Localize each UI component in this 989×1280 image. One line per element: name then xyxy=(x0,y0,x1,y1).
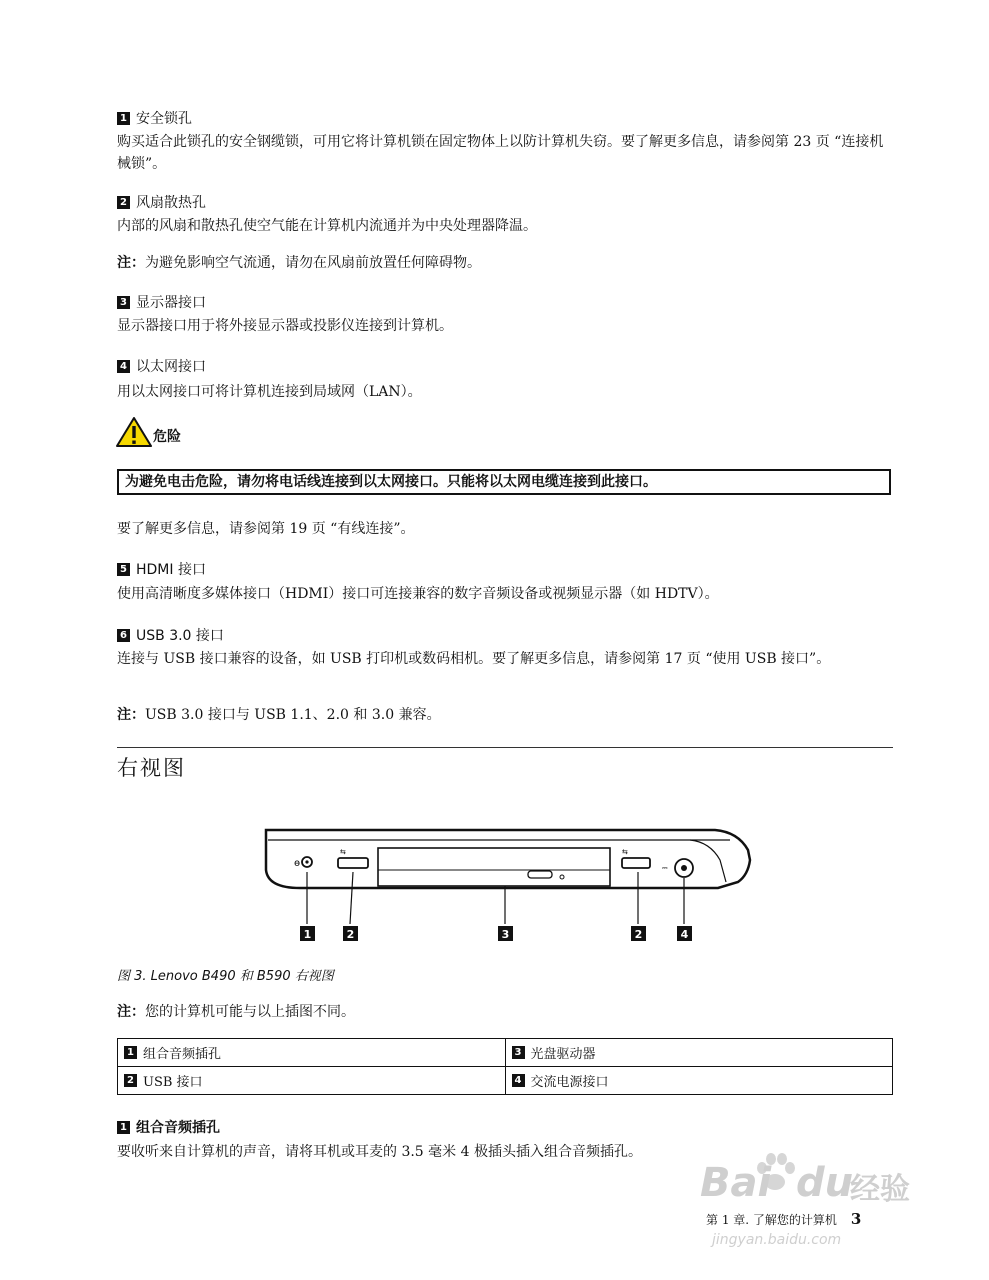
section-title: 风扇散热孔 xyxy=(136,195,206,211)
danger-box: 为避免电击危险，请勿将电话线连接到以太网接口。只能将以太网电缆连接到此接口。 xyxy=(117,469,891,495)
callout-number: 3 xyxy=(501,928,510,941)
section-3-heading xyxy=(117,292,206,312)
watermark-brand-2: du xyxy=(796,1160,854,1206)
section-2-note xyxy=(117,252,893,274)
cell-text: USB 接口 xyxy=(143,1075,203,1090)
callout-badge: 1 xyxy=(124,1046,137,1059)
section-6-body: 连接与 USB 接口兼容的设备，如 USB 打印机或数码相机。要了解更多信息，请参阅第 17 页 “使用 USB 接口”。 xyxy=(117,651,831,667)
right-view-title: 右视图 xyxy=(117,756,186,780)
watermark-url: jingyan.baidu.com xyxy=(712,1232,842,1248)
table-row xyxy=(118,1039,893,1067)
danger-label: 危险 xyxy=(153,429,181,445)
section-title: HDMI 接口 xyxy=(136,562,206,578)
section-1-body: 购买适合此锁孔的安全钢缆锁，可用它将计算机锁在固定物体上以防计算机失窃。要了解更多信息，请参阅第 23 页 “连接机械锁”。 xyxy=(117,134,884,172)
watermark-product: 经验 xyxy=(850,1172,910,1207)
cell-text: 光盘驱动器 xyxy=(530,1047,596,1062)
ports-table xyxy=(117,1038,893,1095)
note-label: 注： xyxy=(117,255,145,271)
callout-badge: 4 xyxy=(512,1074,525,1087)
callout-badge: 1 xyxy=(117,1121,130,1134)
footer-chapter: 第 1 章. 了解您的计算机 xyxy=(706,1213,837,1227)
svg-text:⎓: ⎓ xyxy=(662,864,668,872)
laptop-right-side-figure xyxy=(260,820,760,945)
table-row xyxy=(118,1067,893,1095)
right-view-note xyxy=(117,1001,893,1023)
section-title: 以太网接口 xyxy=(136,359,206,375)
callout-badge: 2 xyxy=(124,1074,137,1087)
note-label: 注： xyxy=(117,1004,145,1020)
warning-triangle-icon xyxy=(115,416,153,448)
callout-number: 1 xyxy=(303,928,312,941)
section-title: USB 3.0 接口 xyxy=(136,628,224,644)
svg-text:⇆: ⇆ xyxy=(340,848,346,856)
note-text: USB 3.0 接口与 USB 1.1、2.0 和 3.0 兼容。 xyxy=(145,707,441,723)
note-text: 您的计算机可能与以上插图不同。 xyxy=(145,1004,355,1020)
callout-badge: 3 xyxy=(117,296,130,309)
figure-caption: 图 3. Lenovo B490 和 B590 右视图 xyxy=(117,969,334,984)
table-cell xyxy=(118,1067,506,1095)
note-text: 为避免影响空气流通，请勿在风扇前放置任何障碍物。 xyxy=(145,255,481,271)
section-5-body: 使用高清晰度多媒体接口（HDMI）接口可连接兼容的数字音频设备或视频显示器（如 HDTV）。 xyxy=(117,586,719,602)
cell-text: 交流电源接口 xyxy=(530,1075,609,1090)
page-number: 3 xyxy=(850,1210,862,1228)
callout-badge: 4 xyxy=(117,360,130,373)
watermark-brand: Bai xyxy=(700,1160,772,1206)
callout-badge: 1 xyxy=(117,112,130,125)
section-title: 组合音频插孔 xyxy=(136,1120,220,1136)
note-label: 注： xyxy=(117,707,145,723)
combo-audio-body: 要收听来自计算机的声音，请将耳机或耳麦的 3.5 毫米 4 极插头插入组合音频插孔。 xyxy=(117,1144,642,1160)
section-6-heading xyxy=(117,625,224,645)
section-divider xyxy=(117,747,893,748)
table-cell xyxy=(118,1039,506,1067)
callout-number: 2 xyxy=(634,928,643,941)
callout-badge: 2 xyxy=(117,196,130,209)
table-cell xyxy=(505,1067,893,1095)
section-6-note xyxy=(117,704,893,726)
section-5-heading xyxy=(117,559,206,579)
svg-text:ɵ: ɵ xyxy=(294,858,301,869)
section-title: 显示器接口 xyxy=(136,295,206,311)
callout-badge: 6 xyxy=(117,629,130,642)
section-4-heading xyxy=(117,356,206,376)
section-3-body: 显示器接口用于将外接显示器或投影仪连接到计算机。 xyxy=(117,318,453,334)
cell-text: 组合音频插孔 xyxy=(143,1047,222,1062)
combo-audio-heading xyxy=(117,1117,220,1137)
section-1-heading xyxy=(117,108,192,128)
danger-more-info: 要了解更多信息，请参阅第 19 页 “有线连接”。 xyxy=(117,521,415,537)
table-cell xyxy=(505,1039,893,1067)
section-title: 安全锁孔 xyxy=(136,111,192,127)
svg-text:⇆: ⇆ xyxy=(622,848,628,856)
danger-heading xyxy=(115,416,181,448)
optical-drive-icon xyxy=(378,848,610,886)
callout-number: 2 xyxy=(346,928,355,941)
page-footer xyxy=(706,1210,861,1228)
section-2-heading xyxy=(117,192,206,212)
callout-badge: 5 xyxy=(117,563,130,576)
callout-number: 4 xyxy=(680,928,689,941)
callout-badge: 3 xyxy=(512,1046,525,1059)
section-4-body: 用以太网接口可将计算机连接到局域网（LAN）。 xyxy=(117,384,422,400)
section-2-body: 内部的风扇和散热孔使空气能在计算机内流通并为中央处理器降温。 xyxy=(117,218,537,234)
